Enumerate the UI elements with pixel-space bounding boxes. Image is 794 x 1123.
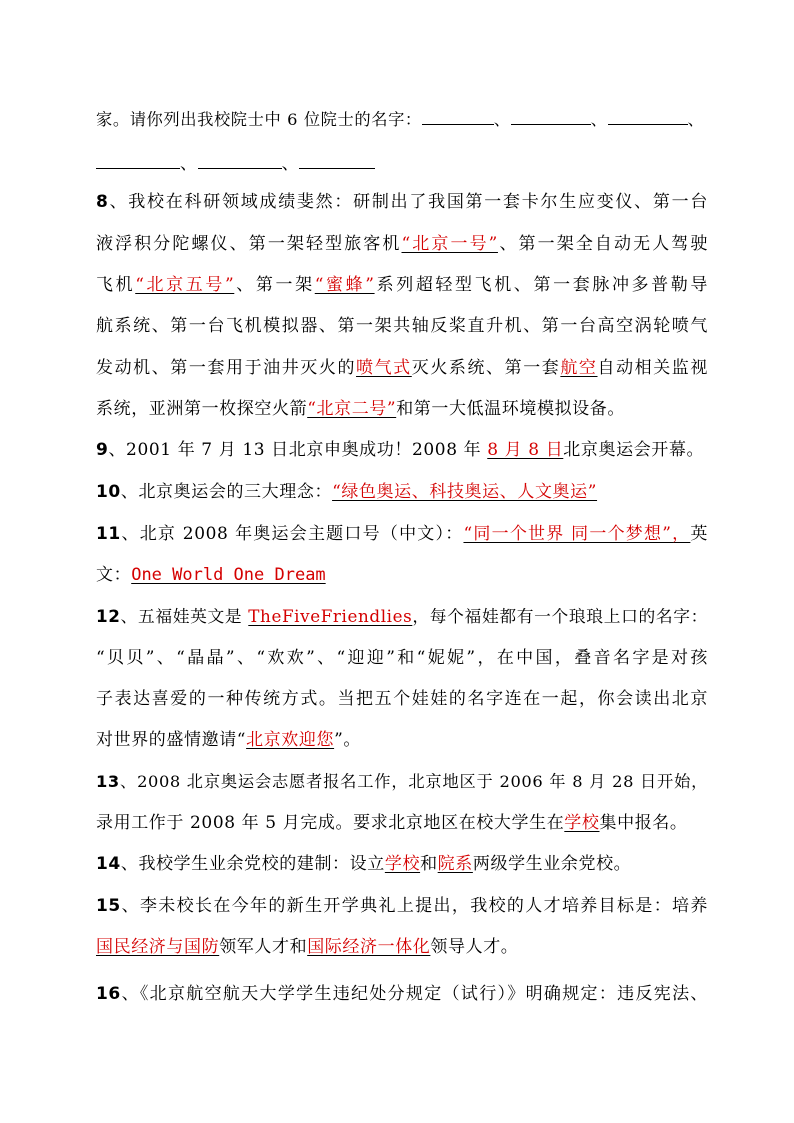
answer-blank[interactable] [608,108,688,125]
q7-line-2: 、 、 [96,152,708,176]
q8-line-2: 液浮积分陀螺仪、第一架轻型旅客机“北京一号”、第一架全自动无人驾驶 [96,234,708,254]
q13-line-1: 13、2008 北京奥运会志愿者报名工作，北京地区于 2006 年 8 月 28 日开始， [96,772,708,791]
q12-line-2: “贝贝”、“晶晶”、“欢欢”、“迎迎”和“妮妮”，在中国，叠音名字是对孩 [96,648,708,668]
q10-line-1: 10、北京奥运会的三大理念：“绿色奥运、科技奥运、人文奥运” [96,482,598,502]
question-number: 13 [96,772,120,791]
answer-text: 8 月 8 日 [487,440,564,460]
q8-line-1: 8、我校在科研领域成绩斐然：研制出了我国第一套卡尔生应变仪、第一台 [96,192,708,212]
question-number: 11 [96,524,121,544]
answer-text: “蜜蜂” [314,275,375,295]
answer-text: 喷气式 [356,358,412,378]
question-number: 10 [96,482,121,502]
answer-text: 学校 [384,854,421,874]
answer-text: One World One Dream [131,565,326,585]
answer-blank[interactable] [422,108,494,125]
q7-text: 家。请你列出我校院士中 6 位院士的名字： [96,110,422,129]
answer-text: “北京一号” [401,234,498,254]
answer-text: 北京欢迎您 [246,730,335,750]
q8-line-5: 发动机、第一套用于油井灭火的喷气式灭火系统、第一套航空自动相关监视 [96,358,708,378]
q16-line-1: 16、《北京航空航天大学学生违纪处分规定（试行）》明确规定：违反宪法、 [96,984,708,1004]
q15-line-2: 国民经济与国防领军人才和国际经济一体化领导人才。 [96,937,519,957]
answer-text: “北京五号” [135,275,235,295]
answer-text: “同一个世界 同一个梦想”， [463,524,691,544]
answer-blank[interactable] [511,108,591,125]
q12-line-3: 子表达喜爱的一种传统方式。当把五个娃娃的名字连在一起，你会读出北京 [96,689,708,709]
q9-line-1: 9、2001 年 7 月 13 日北京申奥成功！2008 年 8 月 8 日北京奥运会开幕。 [96,440,705,460]
answer-blank[interactable] [198,152,282,169]
answer-blank[interactable] [299,152,375,169]
answer-text: “绿色奥运、科技奥运、人文奥运” [332,482,598,502]
q8-line-6: 系统，亚洲第一枚探空火箭“北京二号”和第一大低温环境模拟设备。 [96,399,625,419]
q14-line-1: 14、我校学生业余党校的建制：设立学校和院系两级学生业余党校。 [96,854,632,874]
q13-line-2: 录用工作于 2008 年 5 月完成。要求北京地区在校大学生在学校集中报名。 [96,813,688,833]
answer-blank[interactable] [96,152,180,169]
answer-text: 国际经济一体化 [307,937,431,957]
q12-line-1: 12、五福娃英文是 TheFiveFriendlies，每个福娃都有一个琅琅上口的名字： [96,606,709,626]
answer-text: TheFiveFriendlies [248,606,413,626]
q8-line-3: 飞机“北京五号”、第一架“蜜蜂”系列超轻型飞机、第一套脉冲多普勒导 [96,275,708,295]
question-number: 14 [96,854,121,874]
answer-text: 学校 [564,813,600,833]
answer-text: 院系 [437,854,473,874]
answer-text: 国民经济与国防 [96,937,220,957]
q12-line-4: 对世界的盛情邀请“北京欢迎您”。 [96,730,361,750]
q11-line-2: 文：One World One Dream [96,565,326,585]
q15-line-1: 15、李未校长在今年的新生开学典礼上提出，我校的人才培养目标是：培养 [96,896,708,916]
question-number: 8 [96,192,109,212]
question-number: 15 [96,896,121,916]
answer-text: “北京二号” [307,399,397,419]
q8-line-4: 航系统、第一台飞机模拟器、第一架共轴反桨直升机、第一台高空涡轮喷气 [96,316,708,336]
q7-line-1: 家。请你列出我校院士中 6 位院士的名字： 、 、 、 [96,110,705,129]
question-number: 9 [96,440,109,460]
answer-text: 航空 [560,358,598,378]
q11-line-1: 11、北京 2008 年奥运会主题口号（中文）：“同一个世界 同一个梦想”，英 [96,524,708,544]
question-number: 12 [96,606,121,626]
question-number: 16 [96,984,121,1004]
